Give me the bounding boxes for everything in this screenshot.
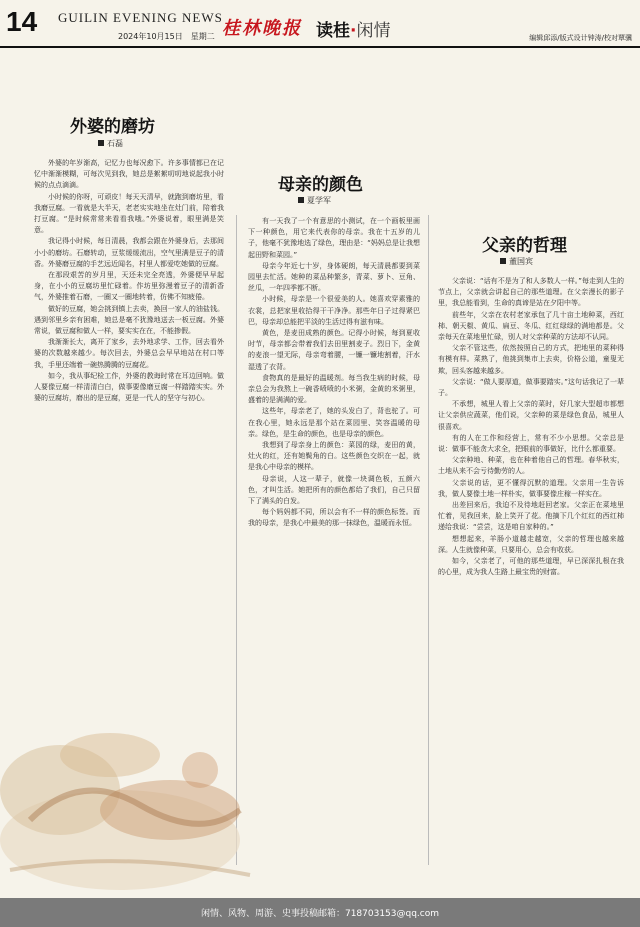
paragraph: 食物真的是最好的温暖剂。每当我生病的时候，母亲总会为我熬上一碗香喷喷的小米粥，金黄的米粥里，盛着的是满满的爱。 — [248, 373, 420, 405]
paragraph: 不承想，城里人看上父亲的菜时，好几家大型超市都想让父亲供应蔬菜，他们说，父亲种的菜是绿色食品，城里人很喜欢。 — [438, 400, 624, 431]
article-2-author: 夏学军 — [298, 195, 331, 206]
paragraph: 前些年，父亲在农村老家承包了几十亩土地种菜，西红柿、朝天椒、黄瓜、扁豆、冬瓜、红红绿绿的满地都是。父亲每天在菜地里忙碌，别人对父亲种菜的方法却不认同。 — [438, 310, 624, 342]
issue-date: 2024年10月15日 星期二 — [118, 32, 215, 41]
article-2-title: 母亲的颜色 — [278, 175, 363, 195]
paragraph: 父亲不管这些，依然按照自己的方式，把地里的菜种得有模有样。菜熟了，他挑到集市上去卖，价格公道，童叟无欺，回头客越来越多。 — [438, 344, 624, 375]
article-1-author: 石磊 — [98, 138, 123, 149]
column-divider — [428, 215, 429, 865]
paragraph: 父亲种地、种菜，也在种着他自己的哲理。春华秋实，土地从来不会亏待勤劳的人。 — [438, 456, 624, 476]
paragraph: 出差回来后，我迫不及待地赶回老家。父亲正在菜地里忙着，见我回来，脸上笑开了花。他摘下几个红红的西红柿递给我说：“尝尝，这是咱自家种的。” — [438, 501, 624, 532]
column-main: 读桂 — [316, 21, 350, 41]
article-3-body — [438, 276, 624, 872]
paragraph: 每个妈妈都不同，所以会有不一样的颜色标签。而我的母亲，是我心中最美的那一抹绿色，温暖而永恒。 — [248, 508, 420, 528]
paragraph: 我记得小时候，每日清晨，我都会跟在外婆身后，去那间小小的磨坊。石磨转动，豆浆缓缓流出，空气里满是豆子的清香。外婆磨豆腐的手艺远近闻名，村里人都爱吃她做的豆腐。 — [34, 237, 224, 268]
paragraph: 父亲说的话，更不懂得沉默的道理。父亲用一生告诉我，做人要像土地一样朴实，做事要像庄稼一样实在。 — [438, 478, 624, 498]
paragraph: 母亲说，人这一辈子，就像一块调色板，五颜六色，才叫生活。她把所有的颜色都给了我们，自己只留下了满头的白发。 — [248, 474, 420, 506]
paragraph: 小时候，母亲是一个很爱美的人。她喜欢穿素雅的衣裳，总把家里收拾得干干净净。那些年日子过得紧巴巴，母亲却总能把平淡的生活过得有滋有味。 — [248, 295, 420, 326]
paragraph: 父亲说：“做人要厚道，做事要踏实。”这句话我记了一辈子。 — [438, 377, 624, 398]
paragraph: 如今，我从事纪检工作，外婆的教诲时常在耳边回响。做人要像豆腐一样清清白白，做事要像磨豆腐一样踏踏实实。外婆的豆腐坊，磨出的是豆腐，更是一代人的坚守与初心。 — [34, 371, 224, 403]
paragraph: 外婆的年岁渐高，记忆力也每况愈下。许多事情都已在记忆中渐渐模糊，可每次见到我，她总是絮絮叨叨地说起我小时候的点点滴滴。 — [34, 159, 224, 190]
watercolor-illustration — [0, 620, 260, 890]
column-sub: 闲情 — [356, 21, 391, 41]
column-name: 读桂·闲情 — [316, 21, 391, 41]
article-1-body — [34, 158, 224, 630]
paragraph: 我想到了母亲身上的颜色：菜园的绿，麦田的黄，灶火的红，还有她鬓角的白。这些颜色交织在一起，就是我心中母亲的模样。 — [248, 441, 420, 472]
article-1-title: 外婆的磨坊 — [70, 117, 155, 137]
paragraph: 有的人在工作和经营上，常有不少小思想。父亲总是说：做事不能贪大求全，把眼前的事做好，比什么都重要。 — [438, 433, 624, 454]
paragraph: 如今，父亲老了，可他的那些道理，早已深深扎根在我的心里，成为我人生路上最宝贵的财富。 — [438, 557, 624, 577]
newspaper-logo: 桂林晚报 — [222, 18, 302, 39]
editors-credit: 编辑邱添/版式设计钟涛/校对覃骥 — [529, 34, 632, 42]
paragraph: 想想起来，羊肠小道越走越宽，父亲的哲理也越来越深。人生就像种菜，只要用心，总会有收获。 — [438, 534, 624, 554]
paragraph: 小时候的你呀，可顽皮！每天天清早，就跑到磨坊里，看我磨豆腐。一看就是大半天，老老实实地坐在灶门前，陪着我打豆腐。“是时候常常来看看我哦。”外婆说着，眼里满是笑意。 — [34, 192, 224, 235]
footer-text: 闲情、风物、周游、史事投稿邮箱：718703153@qq.com — [200, 909, 440, 919]
paragraph: 在那段艰苦的岁月里，天还未完全亮透，外婆便早早起身，在小小的豆腐坊里忙碌着。作坊里弥漫着豆子的清新香气，外婆推着石磨，一圈又一圈地转着，仿佛不知疲倦。 — [34, 271, 224, 302]
page-number: 14 — [6, 6, 38, 37]
paper-name-en: GUILIN EVENING NEWS — [58, 10, 223, 25]
paragraph: 我渐渐长大，离开了家乡，去外地求学、工作，回去看外婆的次数越来越少。每次回去，外婆总会早早地站在村口等我，手里还端着一碗热腾腾的豆腐花。 — [34, 338, 224, 369]
paragraph: 做好的豆腐，她会挑到镇上去卖，换回一家人的油盐钱。遇到邻里乡亲有困难，她总是毫不犹豫地送去一板豆腐。外婆常说，做豆腐和做人一样，要实实在在，不能掺假。 — [34, 304, 224, 336]
article-2-body — [248, 216, 420, 866]
paragraph: 这些年，母亲老了，她的头发白了，背也驼了。可在我心里，她永远是那个站在菜园里、笑容温暖的母亲。绿色，是生命的颜色，也是母亲的颜色。 — [248, 407, 420, 438]
article-3-title: 父亲的哲理 — [482, 236, 567, 256]
page-header — [0, 0, 640, 46]
footer-bar — [0, 898, 640, 927]
article-3-author: 董国宾 — [500, 256, 533, 267]
paragraph: 有一天我了一个有意思的小测试，在一个画板里画下一种颜色，用它来代表你的母亲。我在十五岁的儿子，他毫不犹豫地选了绿色，理由是：“妈妈总是让我想起田野和菜园。” — [248, 217, 420, 259]
header-rule — [0, 46, 640, 48]
paragraph: 母亲今年近七十岁，身体硬朗，每天清晨都要到菜园里去忙活。她种的菜品种繁多，青菜、萝卜、豆角、丝瓜，一年四季都不断。 — [248, 261, 420, 293]
paragraph: 父亲说：“话有不是为了和人多数人一样。”每走到人生的节点上，父亲就会讲起自己的那些道理。在父亲漫长的影子里，我总能看到，生命的真谛是站在夕阳中等。 — [438, 277, 624, 308]
paragraph: 黄色，是麦田成熟的颜色。记得小时候，每到夏收时节，母亲都会带着我们去田里割麦子。烈日下，金黄的麦浪一望无际，母亲弯着腰，一镰一镰地割着，汗水湿透了衣背。 — [248, 329, 420, 371]
